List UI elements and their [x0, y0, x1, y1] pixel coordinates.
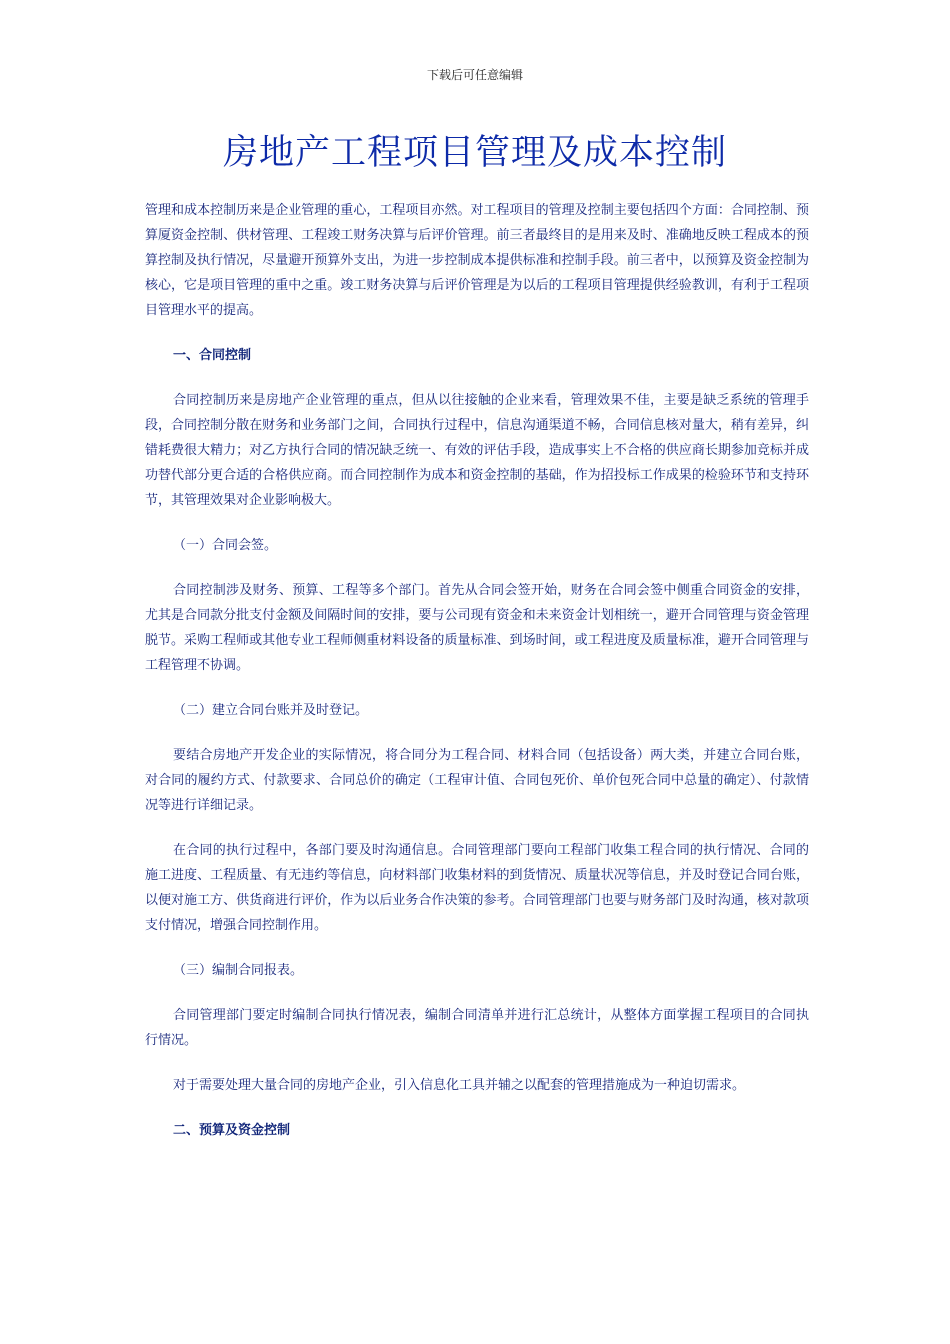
- subsection-2-heading: （二）建立合同台账并及时登记。: [173, 703, 369, 718]
- document-body: [145, 198, 809, 1143]
- section-2-heading: 二、预算及资金控制: [173, 1123, 291, 1138]
- subsection-2-paragraph-1: 要结合房地产开发企业的实际情况，将合同分为工程合同、材料合同（包括设备）两大类，并建立合同台账，对合同的履约方式、付款要求、合同总价的确定（工程审计值、合同包死价、单价包死合同中总量的确定）、付款情况等进行详细记录。: [145, 748, 809, 813]
- section-1-paragraph: 合同控制历来是房地产企业管理的重点，但从以往接触的企业来看，管理效果不佳，主要是缺乏系统的管理手段，合同控制分散在财务和业务部门之间，合同执行过程中，信息沟通渠道不畅，合同信息核对量大，稍有差异，纠错耗费很大精力；对乙方执行合同的情况缺乏统一、有效的评估手段，造成事实上不合格的供应商长期参加竞标并成功替代部分更合适的合格供应商。而合同控制作为成本和资金控制的基础，作为招投标工作成果的检验环节和支持环节，其管理效果对企业影响极大。: [145, 393, 809, 508]
- document-title: 房地产工程项目管理及成本控制: [222, 133, 727, 173]
- subsection-2-paragraph-2: 在合同的执行过程中，各部门要及时沟通信息。合同管理部门要向工程部门收集工程合同的执行情况、合同的施工进度、工程质量、有无违约等信息，向材料部门收集材料的到货情况、质量状况等信息，并及时登记合同台账，以便对施工方、供货商进行评价，作为以后业务合作决策的参考。合同管理部门也要与财务部门及时沟通，核对款项支付情况，增强合同控制作用。: [145, 843, 809, 933]
- subsection-1-heading: （一）合同会签。: [173, 538, 278, 553]
- section-1-heading: 一、合同控制: [173, 348, 252, 363]
- subsection-1-paragraph: 合同控制涉及财务、预算、工程等多个部门。首先从合同会签开始，财务在合同会签中侧重合同资金的安排，尤其是合同款分批支付金额及间隔时间的安排，要与公司现有资金和未来资金计划相统一，避开合同管理与资金管理脱节。采购工程师或其他专业工程师侧重材料设备的质量标准、到场时间，或工程进度及质量标准，避开合同管理与工程管理不协调。: [145, 583, 809, 673]
- subsection-3-paragraph-2: 对于需要处理大量合同的房地产企业，引入信息化工具并辅之以配套的管理措施成为一种迫切需求。: [173, 1078, 746, 1093]
- header-note: 下载后可任意编辑: [426, 68, 523, 82]
- subsection-3-paragraph-1: 合同管理部门要定时编制合同执行情况表，编制合同清单并进行汇总统计，从整体方面掌握工程项目的合同执行情况。: [145, 1008, 809, 1048]
- subsection-3-heading: （三）编制合同报表。: [173, 963, 304, 978]
- intro-paragraph: 管理和成本控制历来是企业管理的重心，工程项目亦然。对工程项目的管理及控制主要包括四个方面：合同控制、预算厦资金控制、供材管理、工程竣工财务决算与后评价管理。前三者最终目的是用来及时、准确地反映工程成本的预算控制及执行情况，尽量避开预算外支出，为进一步控制成本提供标准和控制手段。前三者中，以预算及资金控制为核心，它是项目管理的重中之重。竣工财务决算与后评价管理是为以后的工程项目管理提供经验教训，有利于工程项目管理水平的提高。: [145, 203, 809, 318]
